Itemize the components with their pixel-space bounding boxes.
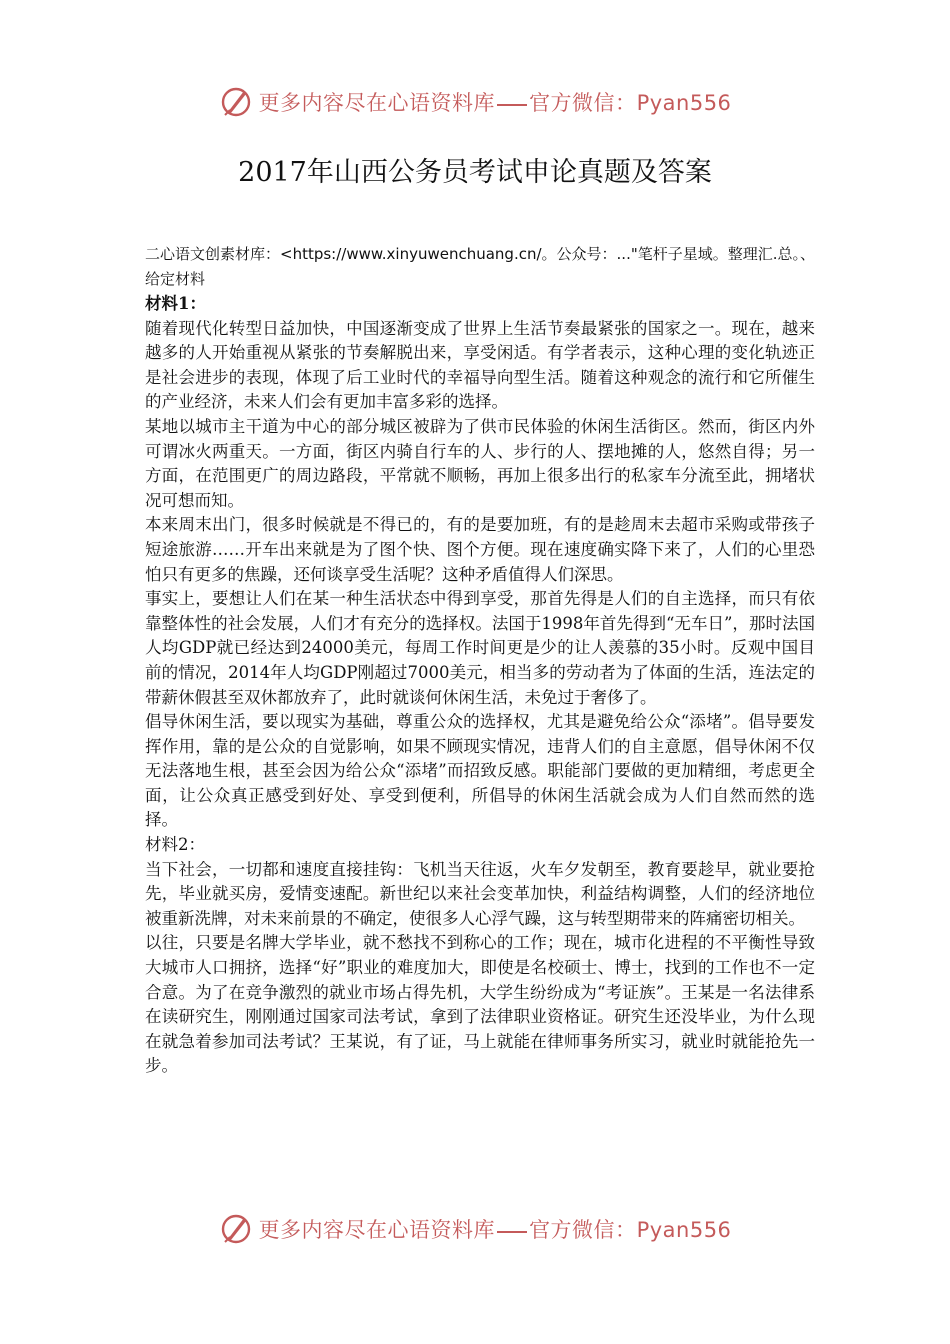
material-1-paragraph: 事实上，要想让人们在某一种生活状态中得到享受，那首先得是人们的自主选择，而只有依靠整体性的社会发展，人们才有充分的选择权。法国于1998年首先得到“无车日”，那时法国人均GDP就已经达到24000美元，每周工作时间更是少的让人羡慕的35小时。反观中国目前的情况，2014年人均GDP刚超过7000美元，相当多的劳动者为了体面的生活，连法定的带薪休假甚至双休都放弃了，此时就谈何休闲生活，未免过于奢侈了。 xyxy=(145,589,815,707)
material-1-paragraph: 随着现代化转型日益加快，中国逐渐变成了世界上生活节奏最紧张的国家之一。现在，越来越多的人开始重视从紧张的节奏解脱出来，享受闲适。有学者表示，这种心理的变化轨迹正是社会进步的表现，体现了后工业时代的幸福导向型生活。随着这种观念的流行和它所催生的产业经济，未来人们会有更加丰富多彩的选择。 xyxy=(145,318,815,412)
banner-official: 官方微信： xyxy=(529,91,637,115)
banner-text xyxy=(259,1214,732,1244)
material-2-paragraph: 当下社会，一切都和速度直接挂钩：飞机当天往返，火车夕发朝至，教育要趁早，就业要抢先，毕业就买房，爱情变速配。新世纪以来社会变革加快，利益结构调整，人们的经济地位被重新洗牌，对未来前景的不确定，使很多人心浮气躁，这与转型期带来的阵痛密切相关。 xyxy=(145,859,815,928)
material-1-heading: 材料1： xyxy=(145,294,206,313)
quill-logo-icon xyxy=(219,85,253,119)
banner-dash xyxy=(497,1231,527,1233)
quill-logo-icon xyxy=(219,1212,253,1246)
banner-dash xyxy=(497,104,527,106)
banner-wechat-id: Pyan556 xyxy=(636,1218,732,1242)
banner-slogan: 更多内容尽在心语资料库 xyxy=(258,91,496,115)
banner-text xyxy=(259,87,732,117)
banner-wechat-id: Pyan556 xyxy=(636,91,732,115)
material-2-heading: 材料2： xyxy=(145,835,205,855)
page-title: 2017年山西公务员考试申论真题及答案 xyxy=(238,157,712,188)
source-line: 二心语文创素材库：<https://www.xinyuwenchuang.cn/。公众号：..."笔杆子星域。整理汇.总。、给定材料 xyxy=(145,245,816,288)
material-1-paragraph: 本来周末出门，很多时候就是不得已的，有的是要加班，有的是趁周末去超市采购或带孩子短途旅游……开车出来就是为了图个快、图个方便。现在速度确实降下来了，人们的心里恐怕只有更多的焦躁，还何谈享受生活呢？这种矛盾值得人们深思。 xyxy=(145,515,815,584)
banner-slogan: 更多内容尽在心语资料库 xyxy=(258,1218,496,1242)
header-banner xyxy=(0,80,950,124)
document-body xyxy=(145,242,815,1079)
material-1-paragraph: 倡导休闲生活，要以现实为基础，尊重公众的选择权，尤其是避免给公众“添堵”。倡导要发挥作用，靠的是公众的自觉影响，如果不顾现实情况，违背人们的自主意愿，倡导休闲不仅无法落地生根，甚至会因为给公众“添堵”而招致反感。职能部门要做的更加精细，考虑更全面，让公众真正感受到好处、享受到便利，所倡导的休闲生活就会成为人们自然而然的选择。 xyxy=(145,712,815,830)
footer-banner xyxy=(0,1207,950,1251)
banner-official: 官方微信： xyxy=(529,1218,637,1242)
material-1-paragraph: 某地以城市主干道为中心的部分城区被辟为了供市民体验的休闲生活街区。然而，街区内外可谓冰火两重天。一方面，街区内骑自行车的人、步行的人、摆地摊的人，悠然自得；另一方面，在范围更广的周边路段，平常就不顺畅，再加上很多出行的私家车分流至此，拥堵状况可想而知。 xyxy=(145,416,815,510)
material-2-paragraph: 以往，只要是名牌大学毕业，就不愁找不到称心的工作；现在，城市化进程的不平衡性导致大城市人口拥挤，选择“好”职业的难度加大，即使是名校硕士、博士，找到的工作也不一定合意。为了在竞争激烈的就业市场占得先机，大学生纷纷成为“考证族”。王某是一名法律系在读研究生，刚刚通过国家司法考试，拿到了法律职业资格证。研究生还没毕业，为什么现在就急着参加司法考试？王某说，有了证，马上就能在律师事务所实习，就业时就能抢先一步。 xyxy=(145,933,815,1076)
